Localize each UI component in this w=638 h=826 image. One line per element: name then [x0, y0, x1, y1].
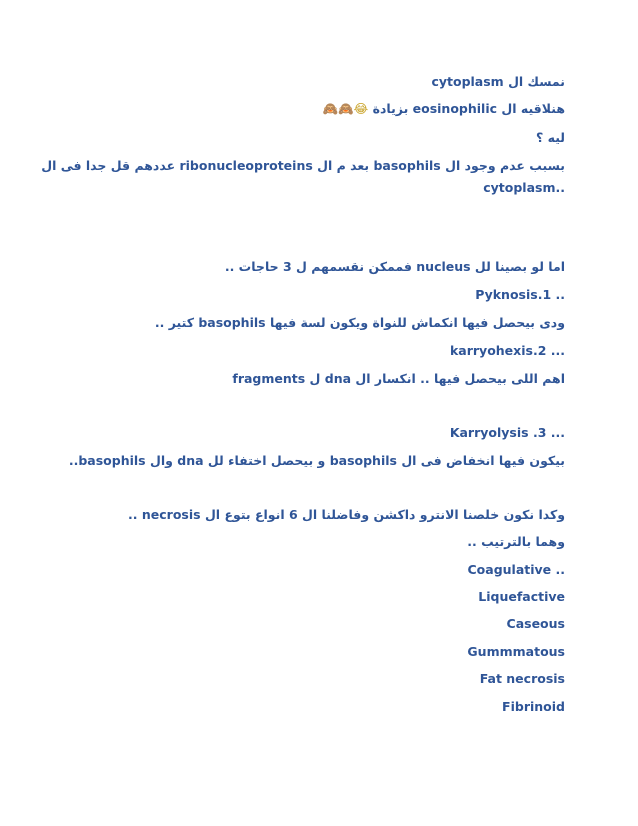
list-item	[467, 644, 565, 660]
text-line	[323, 101, 565, 117]
list-item	[468, 562, 566, 578]
list-item-text: Gummmatous	[467, 644, 565, 659]
text-line: وكدا نكون خلصنا الانترو داكشن وفاضلنا ال 6 انواع بتوع ال necrosis ..	[128, 507, 565, 522]
text-line: بسبب عدم وجود ال basophils بعد م ال ribonucleoproteins عددهم قل جدا فى ال	[41, 158, 565, 173]
list-heading	[450, 425, 565, 441]
list-heading-text: karryohexis.2 ...	[449, 343, 565, 358]
list-heading-text: Karryolysis .3 ...	[449, 425, 565, 440]
text-line: ..cytoplasm	[483, 180, 565, 195]
list-item-text: Liquefactive	[478, 589, 565, 604]
list-item-text: Fat necrosis	[479, 671, 565, 686]
list-item	[480, 671, 565, 687]
list-item	[478, 589, 565, 605]
text-line: ليه ؟	[536, 130, 565, 145]
list-heading	[475, 287, 565, 303]
text-line: اهم اللى بيحصل فيها .. انكسار ال dna ل fragments	[232, 371, 565, 386]
list-heading	[450, 343, 565, 359]
text-line: ودى بيحصل فيها انكماش للنواة ويكون لسة فيها basophils كتير ..	[154, 315, 565, 330]
text-line: بيكون فيها انخفاض فى ال basophils و بيحصل اختفاء لل dna وال basophils..	[68, 453, 565, 468]
text-line: نمسك ال cytoplasm	[431, 74, 565, 89]
list-item-text: Caseous	[506, 616, 565, 631]
emoji-icons: 😂🙈🙈	[322, 101, 369, 116]
list-item-text: Fibrinoid	[502, 699, 565, 714]
text-line-body: هنلاقيه ال eosinophilic بزيادة	[372, 101, 565, 116]
list-item-text: Coagulative ..	[467, 562, 565, 577]
list-heading-text: Pyknosis.1 ..	[475, 287, 565, 302]
list-item	[502, 699, 565, 715]
text-line: اما لو بصينا لل nucleus فممكن نقسمهم ل 3 حاجات ..	[224, 259, 565, 274]
text-line: وهما بالترتيب ..	[467, 534, 565, 549]
list-item	[507, 616, 565, 632]
